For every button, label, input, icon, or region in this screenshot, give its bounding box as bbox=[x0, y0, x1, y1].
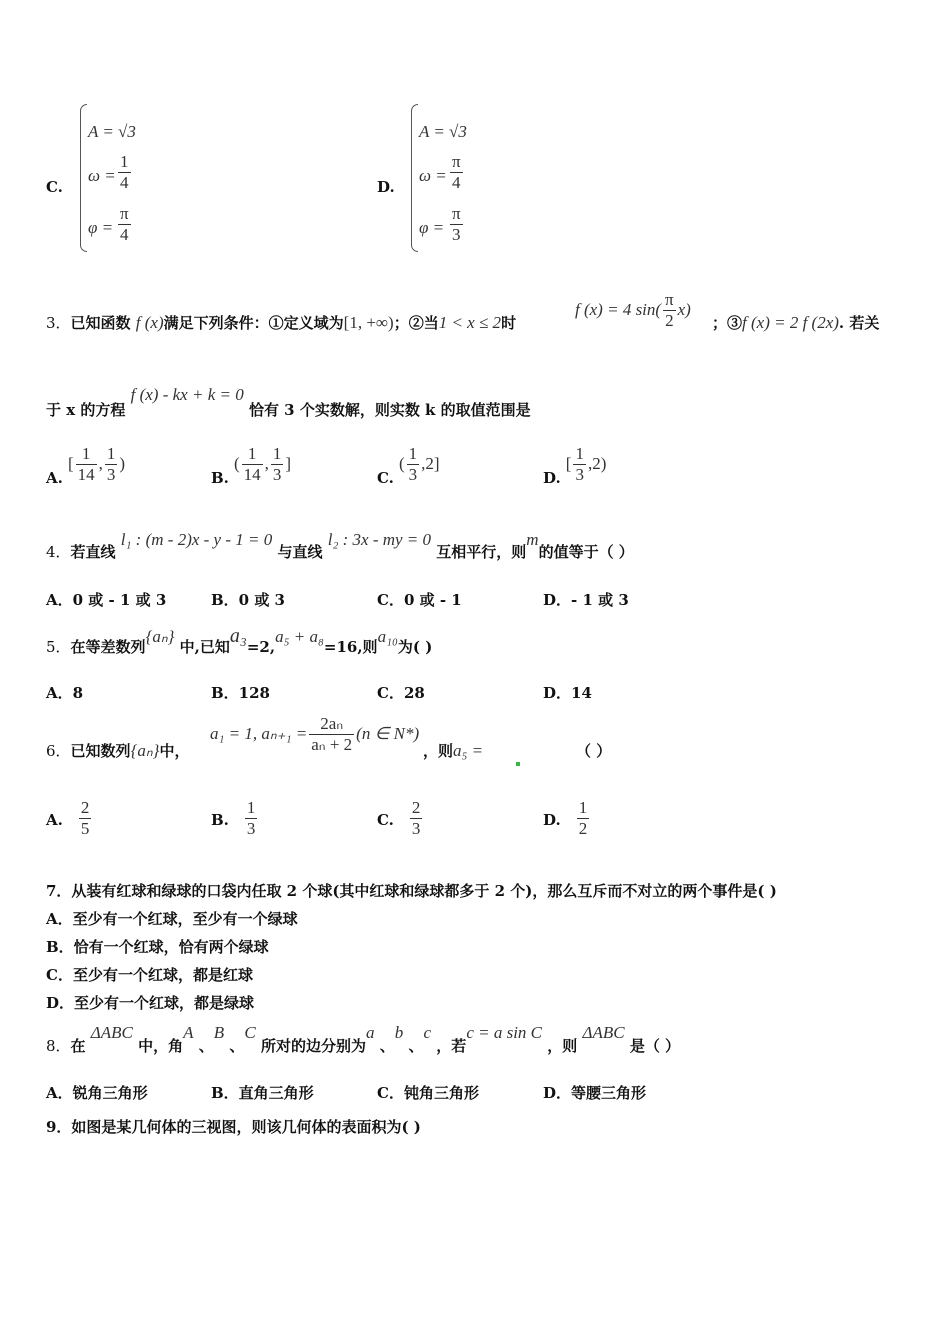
q3-text: 已知函数 bbox=[70, 314, 131, 332]
q8-triangle: ΔABC bbox=[90, 1023, 133, 1042]
question-number: 8． bbox=[46, 1037, 71, 1055]
q3-text: ；③ bbox=[712, 314, 743, 332]
bracket-close: ] bbox=[285, 454, 292, 473]
green-mark bbox=[516, 762, 520, 766]
q8-angle-c: C bbox=[244, 1023, 256, 1042]
q6-option-c[interactable] bbox=[377, 798, 424, 839]
q3-function bbox=[575, 290, 691, 331]
q3-func-end: x) bbox=[677, 300, 691, 319]
q3-option-c[interactable]: C. ( $\frac{1}{3}$ ,2] bbox=[377, 444, 440, 487]
q7-option-d[interactable]: D．至少有一个红球，都是绿球 bbox=[46, 994, 255, 1012]
q8-side-c: c bbox=[423, 1023, 432, 1042]
option-fraction: $\frac{2}{3}$ bbox=[411, 798, 421, 838]
q8-option-d[interactable]: D．等腰三角形 bbox=[543, 1084, 647, 1102]
q7-option-a[interactable]: A．至少有一个红球，至少有一个绿球 bbox=[46, 910, 298, 928]
option-label: C. bbox=[377, 811, 394, 829]
q4-line-1: l₁ : (m - 2)x - y - 1 = 0 bbox=[120, 530, 273, 549]
phi-fraction: $\frac{\pi}{4}$ bbox=[119, 204, 129, 244]
bracket-open: ( bbox=[234, 454, 240, 473]
q5-text: =16,则 bbox=[323, 638, 378, 656]
q6-rec-fraction: $\frac{\text{2aₙ}}{\text{aₙ + 2}}$ bbox=[311, 714, 353, 754]
q3-f: f (x) bbox=[135, 313, 164, 332]
q8-option-b[interactable]: B．直角三角形 bbox=[211, 1084, 314, 1102]
q4-option-a[interactable]: A．0 或 - 1 或 3 bbox=[46, 591, 167, 609]
omega-symbol: ω = bbox=[88, 166, 116, 185]
q3-text: 恰有 3 个实数解，则实数 k 的取值范围是 bbox=[248, 401, 531, 419]
option-fraction: $\frac{2}{5}$ bbox=[80, 798, 90, 838]
q4-text: 互相平行，则 bbox=[436, 543, 527, 561]
q3-text: 满足下列条件：①定义域为 bbox=[163, 314, 344, 332]
q8-stem bbox=[46, 1022, 681, 1055]
q5-text: =2, bbox=[246, 638, 276, 656]
omega-symbol: ω = bbox=[419, 166, 447, 185]
value-b: 2 bbox=[592, 454, 601, 473]
q6-stem-end bbox=[423, 740, 483, 761]
q6-seq: {aₙ} bbox=[130, 741, 160, 760]
amplitude-line: A = √3 bbox=[88, 122, 136, 141]
q5-option-b[interactable]: B．128 bbox=[211, 684, 270, 702]
q9-stem: 9．如图是某几何体的三视图，则该几何体的表面积为( ) bbox=[46, 1118, 421, 1136]
q4-line-2: l₂ : 3x - my = 0 bbox=[327, 530, 432, 549]
q8-text: ，则 bbox=[547, 1037, 578, 1055]
q8-condition: c = a sin C bbox=[466, 1023, 543, 1042]
frac-a: $\frac{1}{14}$ bbox=[77, 444, 95, 484]
left-brace bbox=[411, 104, 418, 252]
q8-sep: 、 bbox=[198, 1037, 214, 1055]
q3-rel: f (x) = 2 f (2x) bbox=[742, 313, 839, 332]
phi-fraction: $\frac{\pi}{3}$ bbox=[451, 204, 461, 244]
q8-text: 是（ ） bbox=[629, 1037, 681, 1055]
q8-sep: 、 bbox=[379, 1037, 395, 1055]
omega-fraction: $\frac{\pi}{4}$ bbox=[451, 152, 461, 192]
frac-a: $\frac{1}{3}$ bbox=[408, 444, 418, 484]
option-label: B. bbox=[211, 469, 229, 487]
q6-text: 已知数列 bbox=[70, 742, 131, 760]
omega-fraction: $\frac{1}{4}$ bbox=[120, 152, 129, 192]
amplitude-line: A = √3 bbox=[419, 122, 467, 141]
frac-b: $\frac{1}{3}$ bbox=[272, 444, 282, 484]
option-fraction: $\frac{1}{2}$ bbox=[578, 798, 588, 838]
q4-option-c[interactable]: C．0 或 - 1 bbox=[377, 591, 462, 609]
q5-text: 为( ) bbox=[397, 638, 433, 656]
q8-sep: 、 bbox=[408, 1037, 424, 1055]
left-brace bbox=[80, 104, 87, 252]
q8-text: ，若 bbox=[436, 1037, 467, 1055]
q3-option-b[interactable]: B. ( $\frac{1}{14}$ , $\frac{1}{3}$ ] bbox=[211, 444, 292, 487]
q8-angle-b: B bbox=[213, 1023, 225, 1042]
q8-side-a: a bbox=[366, 1023, 375, 1042]
q6-stem-start bbox=[46, 740, 189, 761]
question-number: 3． bbox=[46, 314, 71, 332]
option-label: D. bbox=[543, 469, 561, 487]
q3-text: . 若关 bbox=[838, 314, 880, 332]
q6-a5: a₅ = bbox=[453, 741, 484, 760]
question-number: 5． bbox=[46, 638, 71, 656]
q8-triangle: ΔABC bbox=[582, 1023, 625, 1042]
question-number: 4． bbox=[46, 543, 71, 561]
q8-text: 中，角 bbox=[138, 1037, 184, 1055]
frac-b: $\frac{1}{3}$ bbox=[106, 444, 116, 484]
value-b: 2 bbox=[425, 454, 434, 473]
q8-text: 所对的边分别为 bbox=[261, 1037, 367, 1055]
bracket-close: ) bbox=[600, 454, 607, 473]
q3-line-2 bbox=[46, 384, 531, 419]
q6-rec-right: (n ∈ N*) bbox=[356, 724, 420, 743]
option-label: B. bbox=[211, 811, 229, 829]
q3-fraction: $\frac{\pi}{2}$ bbox=[665, 290, 674, 330]
q8-sep: 、 bbox=[229, 1037, 245, 1055]
q5-a5-a8: a₅ + a₈ bbox=[275, 627, 324, 646]
q4-option-d[interactable]: D．- 1 或 3 bbox=[543, 591, 629, 609]
q4-option-b[interactable]: B．0 或 3 bbox=[211, 591, 285, 609]
q3-option-a[interactable]: A. [ $\frac{1}{14}$ , $\frac{1}{3}$ ) bbox=[46, 444, 126, 487]
q4-stem bbox=[46, 529, 634, 561]
q3-func: f (x) = 4 sin( bbox=[575, 300, 662, 319]
q3-text: ；②当 bbox=[393, 314, 439, 332]
q6-text: ，则 bbox=[423, 742, 454, 760]
q3-equation: f (x) - kx + k = 0 bbox=[130, 385, 244, 404]
q8-side-b: b bbox=[394, 1023, 404, 1042]
q6-option-a[interactable] bbox=[46, 798, 93, 839]
bracket-close: ) bbox=[119, 454, 126, 473]
bracket-open: [ bbox=[565, 454, 572, 473]
q8-option-c[interactable]: C．钝角三角形 bbox=[377, 1084, 479, 1102]
phi-symbol: φ = bbox=[88, 218, 114, 237]
bracket-close: ] bbox=[433, 454, 440, 473]
q5-seq: {aₙ} bbox=[145, 627, 175, 646]
option-label: A. bbox=[46, 469, 63, 487]
q8-option-a[interactable]: A．锐角三角形 bbox=[46, 1084, 148, 1102]
q4-m: m bbox=[526, 530, 539, 549]
q4-text: 的值等于（ ） bbox=[538, 543, 634, 561]
frac-a: $\frac{1}{14}$ bbox=[243, 444, 261, 484]
bracket-open: [ bbox=[67, 454, 74, 473]
question-number: 6． bbox=[46, 742, 71, 760]
q5-text: 中,已知 bbox=[179, 638, 230, 656]
q6-text: 中， bbox=[159, 742, 190, 760]
option-label: C. bbox=[377, 469, 394, 487]
q3-line-1-end bbox=[712, 312, 879, 333]
bracket-open: ( bbox=[399, 454, 405, 473]
q6-option-b[interactable] bbox=[211, 798, 259, 839]
option-label: D. bbox=[543, 811, 561, 829]
option-label: A. bbox=[46, 811, 63, 829]
option-label: D. bbox=[377, 178, 395, 196]
q7-stem: 7．从装有红球和绿球的口袋内任取 2 个球(其中红球和绿球都多于 2 个)，那么互斥而不对立的两个事件是( ) bbox=[46, 882, 777, 900]
q3-text: 于 x 的方程 bbox=[46, 401, 126, 419]
q5-option-c[interactable]: C．28 bbox=[377, 684, 425, 702]
option-label: C. bbox=[46, 178, 63, 196]
q5-text: 在等差数列 bbox=[70, 638, 146, 656]
q4-text: 若直线 bbox=[70, 543, 116, 561]
q3-option-d[interactable]: D. [ $\frac{1}{3}$ ,2) bbox=[543, 444, 607, 487]
q3-line-1 bbox=[46, 312, 516, 333]
q5-stem bbox=[46, 625, 433, 656]
option-fraction: $\frac{1}{3}$ bbox=[246, 798, 256, 838]
phi-symbol: φ = bbox=[419, 218, 445, 237]
q5-option-d[interactable]: D．14 bbox=[543, 684, 592, 702]
q7-option-b[interactable]: B．恰有一个红球，恰有两个绿球 bbox=[46, 938, 269, 956]
q6-rec-left: a₁ = 1, aₙ₊₁ = bbox=[210, 724, 308, 743]
q5-a10: a₁₀ bbox=[377, 627, 398, 646]
q8-text: 在 bbox=[70, 1037, 86, 1055]
q5-option-a[interactable]: A．8 bbox=[46, 684, 84, 702]
q3-domain: [1, +∞) bbox=[343, 313, 394, 332]
q3-cond: 1 < x ≤ 2 bbox=[438, 313, 502, 332]
q8-angle-a: A bbox=[183, 1023, 194, 1042]
q6-recurrence bbox=[210, 714, 419, 755]
q6-option-d[interactable] bbox=[543, 798, 591, 839]
q4-text: 与直线 bbox=[277, 543, 323, 561]
frac-a: $\frac{1}{3}$ bbox=[575, 444, 584, 484]
q6-answer-paren: （ ） bbox=[576, 742, 612, 760]
q5-a3: a₃ bbox=[229, 625, 247, 647]
q7-option-c[interactable]: C．至少有一个红球，都是红球 bbox=[46, 966, 253, 984]
q3-text: 时 bbox=[501, 314, 517, 332]
